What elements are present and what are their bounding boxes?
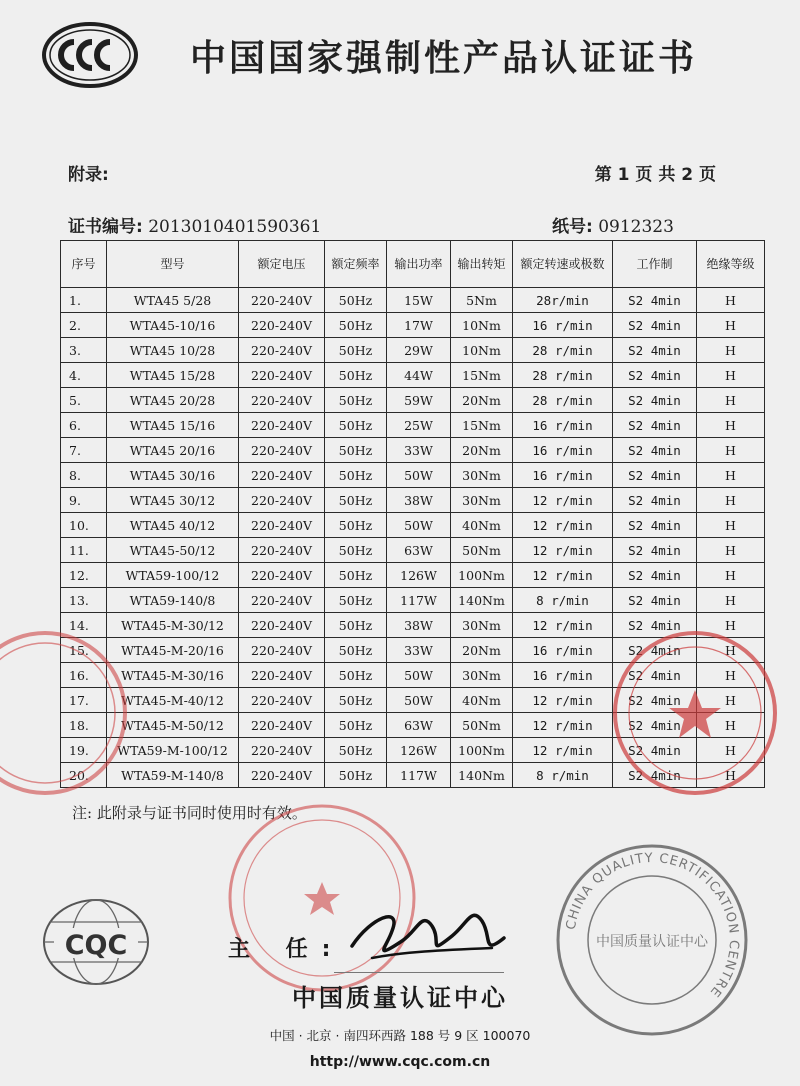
cell-model: WTA59-M-100/12 — [107, 738, 239, 763]
cell-model: WTA45 15/16 — [107, 413, 239, 438]
cell-insulation: H — [697, 563, 765, 588]
cell-speed: 12 r/min — [513, 538, 613, 563]
issuing-center-name: 中国质量认证中心 — [292, 984, 508, 1012]
cell-seq: 5. — [61, 388, 107, 413]
cell-power: 59W — [387, 388, 451, 413]
cell-speed: 16 r/min — [513, 413, 613, 438]
cell-speed: 28 r/min — [513, 363, 613, 388]
quality-seal-outer-text: CHINA QUALITY CERTIFICATION CENTRE — [563, 850, 742, 1000]
table-row — [61, 563, 765, 588]
cell-voltage: 220-240V — [239, 288, 325, 313]
cell-torque: 30Nm — [451, 613, 513, 638]
cell-duty: S2 4min — [613, 338, 697, 363]
cell-model: WTA45-M-50/12 — [107, 713, 239, 738]
cell-frequency: 50Hz — [325, 313, 387, 338]
cell-power: 38W — [387, 613, 451, 638]
quality-seal-inner-text: 中国质量认证中心 — [596, 934, 708, 950]
cell-model: WTA45 5/28 — [107, 288, 239, 313]
cell-frequency: 50Hz — [325, 288, 387, 313]
cell-frequency: 50Hz — [325, 413, 387, 438]
cell-duty: S2 4min — [613, 638, 697, 663]
cell-insulation: H — [697, 463, 765, 488]
red-seal-right-icon — [610, 628, 780, 798]
table-row — [61, 513, 765, 538]
cell-seq: 7. — [61, 438, 107, 463]
cell-seq: 19. — [61, 738, 107, 763]
cell-voltage: 220-240V — [239, 313, 325, 338]
cell-speed: 12 r/min — [513, 513, 613, 538]
cell-torque: 20Nm — [451, 388, 513, 413]
header-seq: 序号 — [61, 241, 107, 288]
cell-frequency: 50Hz — [325, 488, 387, 513]
cell-torque: 20Nm — [451, 438, 513, 463]
cell-insulation: H — [697, 738, 765, 763]
cell-duty: S2 4min — [613, 388, 697, 413]
cell-seq: 15. — [61, 638, 107, 663]
table-row — [61, 438, 765, 463]
cell-voltage: 220-240V — [239, 713, 325, 738]
cell-model: WTA45-M-40/12 — [107, 688, 239, 713]
cell-voltage: 220-240V — [239, 363, 325, 388]
cell-seq: 11. — [61, 538, 107, 563]
cell-frequency: 50Hz — [325, 338, 387, 363]
cell-frequency: 50Hz — [325, 388, 387, 413]
cell-voltage: 220-240V — [239, 438, 325, 463]
cell-speed: 8 r/min — [513, 588, 613, 613]
cell-insulation: H — [697, 538, 765, 563]
cell-torque: 20Nm — [451, 638, 513, 663]
table-row — [61, 338, 765, 363]
cell-speed: 28 r/min — [513, 388, 613, 413]
cell-model: WTA45-M-30/16 — [107, 663, 239, 688]
cell-power: 63W — [387, 713, 451, 738]
cell-voltage: 220-240V — [239, 338, 325, 363]
cell-seq: 16. — [61, 663, 107, 688]
cell-model: WTA45 15/28 — [107, 363, 239, 388]
header-power: 输出功率 — [387, 241, 451, 288]
cell-frequency: 50Hz — [325, 713, 387, 738]
cell-insulation: H — [697, 588, 765, 613]
cell-power: 50W — [387, 463, 451, 488]
table-header-row — [61, 241, 765, 288]
cell-model: WTA45 20/28 — [107, 388, 239, 413]
cell-frequency: 50Hz — [325, 688, 387, 713]
cell-duty: S2 4min — [613, 713, 697, 738]
cell-frequency: 50Hz — [325, 588, 387, 613]
cell-power: 15W — [387, 288, 451, 313]
cell-model: WTA59-M-140/8 — [107, 763, 239, 788]
cell-voltage: 220-240V — [239, 663, 325, 688]
cell-torque: 50Nm — [451, 538, 513, 563]
cell-insulation: H — [697, 363, 765, 388]
table-row — [61, 288, 765, 313]
cell-torque: 10Nm — [451, 338, 513, 363]
cell-insulation: H — [697, 288, 765, 313]
cell-duty: S2 4min — [613, 488, 697, 513]
table-row — [61, 488, 765, 513]
cell-insulation: H — [697, 613, 765, 638]
cell-seq: 18. — [61, 713, 107, 738]
table-row — [61, 463, 765, 488]
cell-torque: 50Nm — [451, 713, 513, 738]
cell-seq: 6. — [61, 413, 107, 438]
director-signature-icon — [332, 886, 512, 976]
cell-seq: 2. — [61, 313, 107, 338]
cell-voltage: 220-240V — [239, 488, 325, 513]
cell-duty: S2 4min — [613, 463, 697, 488]
cell-torque: 140Nm — [451, 763, 513, 788]
cell-duty: S2 4min — [613, 688, 697, 713]
cell-torque: 100Nm — [451, 738, 513, 763]
cell-frequency: 50Hz — [325, 513, 387, 538]
ccc-logo-icon — [40, 20, 140, 90]
appendix-label: 附录: — [68, 165, 109, 185]
cell-duty: S2 4min — [613, 513, 697, 538]
cell-duty: S2 4min — [613, 538, 697, 563]
cell-speed: 12 r/min — [513, 613, 613, 638]
cell-insulation: H — [697, 438, 765, 463]
cell-insulation: H — [697, 338, 765, 363]
cell-power: 50W — [387, 513, 451, 538]
cell-torque: 40Nm — [451, 688, 513, 713]
cell-frequency: 50Hz — [325, 613, 387, 638]
cell-seq: 14. — [61, 613, 107, 638]
cell-speed: 12 r/min — [513, 688, 613, 713]
cell-seq: 17. — [61, 688, 107, 713]
cell-model: WTA45 10/28 — [107, 338, 239, 363]
header-speed: 额定转速或极数 — [513, 241, 613, 288]
cell-frequency: 50Hz — [325, 663, 387, 688]
cell-power: 25W — [387, 413, 451, 438]
cell-voltage: 220-240V — [239, 413, 325, 438]
certificate-number-label: 证书编号: — [68, 217, 143, 237]
cell-duty: S2 4min — [613, 738, 697, 763]
cqc-logo-icon — [36, 894, 156, 990]
cell-speed: 12 r/min — [513, 563, 613, 588]
cell-speed: 16 r/min — [513, 663, 613, 688]
cqc-logo-text: CQC — [64, 930, 128, 961]
cell-insulation: H — [697, 763, 765, 788]
cell-frequency: 50Hz — [325, 738, 387, 763]
header-duty: 工作制 — [613, 241, 697, 288]
cell-duty: S2 4min — [613, 763, 697, 788]
cell-seq: 9. — [61, 488, 107, 513]
cell-frequency: 50Hz — [325, 363, 387, 388]
cell-power: 44W — [387, 363, 451, 388]
table-row — [61, 363, 765, 388]
table-row — [61, 538, 765, 563]
issuing-center-address: 中国 · 北京 · 南四环西路 188 号 9 区 100070 — [269, 1028, 531, 1043]
signature-line — [334, 972, 504, 973]
cell-power: 126W — [387, 563, 451, 588]
cell-voltage: 220-240V — [239, 588, 325, 613]
cell-power: 117W — [387, 588, 451, 613]
cell-torque: 30Nm — [451, 488, 513, 513]
director-label: 主 任: — [228, 937, 345, 962]
paper-number — [552, 212, 674, 237]
cell-model: WTA45-50/12 — [107, 538, 239, 563]
cell-frequency: 50Hz — [325, 763, 387, 788]
header-insulation: 绝缘等级 — [697, 241, 765, 288]
paper-number-value: 0912323 — [598, 217, 674, 237]
cell-model: WTA45-M-20/16 — [107, 638, 239, 663]
cell-seq: 4. — [61, 363, 107, 388]
cell-duty: S2 4min — [613, 663, 697, 688]
cell-duty: S2 4min — [613, 438, 697, 463]
cell-speed: 12 r/min — [513, 713, 613, 738]
cell-voltage: 220-240V — [239, 388, 325, 413]
cell-torque: 30Nm — [451, 463, 513, 488]
cell-torque: 30Nm — [451, 663, 513, 688]
cell-seq: 12. — [61, 563, 107, 588]
header-torque: 输出转矩 — [451, 241, 513, 288]
cell-torque: 15Nm — [451, 413, 513, 438]
cell-seq: 10. — [61, 513, 107, 538]
cell-torque: 10Nm — [451, 313, 513, 338]
cell-speed: 28 r/min — [513, 338, 613, 363]
certificate-title: 中国国家强制性产品认证证书 — [190, 38, 698, 79]
cell-torque: 40Nm — [451, 513, 513, 538]
cell-duty: S2 4min — [613, 288, 697, 313]
cell-voltage: 220-240V — [239, 738, 325, 763]
cell-power: 33W — [387, 438, 451, 463]
cell-voltage: 220-240V — [239, 538, 325, 563]
cell-torque: 100Nm — [451, 563, 513, 588]
cell-frequency: 50Hz — [325, 463, 387, 488]
cell-model: WTA45 30/12 — [107, 488, 239, 513]
certificate-number-value: 2013010401590361 — [148, 217, 322, 237]
issuing-center-website: http://www.cqc.com.cn — [309, 1054, 491, 1070]
cell-torque: 15Nm — [451, 363, 513, 388]
cell-seq: 13. — [61, 588, 107, 613]
cell-speed: 16 r/min — [513, 313, 613, 338]
cell-seq: 1. — [61, 288, 107, 313]
cell-insulation: H — [697, 663, 765, 688]
cell-model: WTA59-100/12 — [107, 563, 239, 588]
header-frequency: 额定频率 — [325, 241, 387, 288]
cell-power: 63W — [387, 538, 451, 563]
cell-insulation: H — [697, 688, 765, 713]
header-voltage: 额定电压 — [239, 241, 325, 288]
cell-voltage: 220-240V — [239, 613, 325, 638]
cell-power: 29W — [387, 338, 451, 363]
cell-model: WTA45 40/12 — [107, 513, 239, 538]
cell-seq: 3. — [61, 338, 107, 363]
cell-power: 38W — [387, 488, 451, 513]
cell-power: 17W — [387, 313, 451, 338]
cell-duty: S2 4min — [613, 363, 697, 388]
cell-speed: 12 r/min — [513, 488, 613, 513]
cell-frequency: 50Hz — [325, 538, 387, 563]
red-seal-left-icon — [0, 628, 130, 798]
cell-seq: 20. — [61, 763, 107, 788]
table-row — [61, 413, 765, 438]
cell-torque: 140Nm — [451, 588, 513, 613]
cell-model: WTA45-M-30/12 — [107, 613, 239, 638]
cell-speed: 28r/min — [513, 288, 613, 313]
cell-voltage: 220-240V — [239, 638, 325, 663]
certificate-number — [68, 212, 321, 237]
cell-power: 33W — [387, 638, 451, 663]
cell-model: WTA45 30/16 — [107, 463, 239, 488]
cell-power: 117W — [387, 763, 451, 788]
cell-speed: 12 r/min — [513, 738, 613, 763]
cell-insulation: H — [697, 488, 765, 513]
cell-power: 126W — [387, 738, 451, 763]
cell-insulation: H — [697, 513, 765, 538]
cell-duty: S2 4min — [613, 613, 697, 638]
cell-insulation: H — [697, 713, 765, 738]
cell-speed: 16 r/min — [513, 638, 613, 663]
cell-voltage: 220-240V — [239, 513, 325, 538]
validity-note: 注: 此附录与证书同时使用时有效。 — [72, 804, 307, 822]
cell-speed: 8 r/min — [513, 763, 613, 788]
cell-seq: 8. — [61, 463, 107, 488]
cell-torque: 5Nm — [451, 288, 513, 313]
cell-duty: S2 4min — [613, 413, 697, 438]
paper-number-label: 纸号: — [552, 217, 593, 237]
page-indicator: 第 1 页 共 2 页 — [594, 165, 716, 185]
cell-speed: 16 r/min — [513, 463, 613, 488]
cell-power: 50W — [387, 688, 451, 713]
cell-voltage: 220-240V — [239, 688, 325, 713]
cell-power: 50W — [387, 663, 451, 688]
header-model: 型号 — [107, 241, 239, 288]
cell-model: WTA59-140/8 — [107, 588, 239, 613]
table-row — [61, 313, 765, 338]
cell-insulation: H — [697, 388, 765, 413]
cell-duty: S2 4min — [613, 563, 697, 588]
cell-frequency: 50Hz — [325, 563, 387, 588]
cell-model: WTA45-10/16 — [107, 313, 239, 338]
cell-duty: S2 4min — [613, 588, 697, 613]
table-row — [61, 588, 765, 613]
cell-voltage: 220-240V — [239, 463, 325, 488]
cell-insulation: H — [697, 413, 765, 438]
cell-insulation: H — [697, 638, 765, 663]
cell-speed: 16 r/min — [513, 438, 613, 463]
cell-duty: S2 4min — [613, 313, 697, 338]
cell-frequency: 50Hz — [325, 438, 387, 463]
cell-voltage: 220-240V — [239, 763, 325, 788]
cell-voltage: 220-240V — [239, 563, 325, 588]
cell-insulation: H — [697, 313, 765, 338]
cell-frequency: 50Hz — [325, 638, 387, 663]
table-row — [61, 388, 765, 413]
cell-model: WTA45 20/16 — [107, 438, 239, 463]
